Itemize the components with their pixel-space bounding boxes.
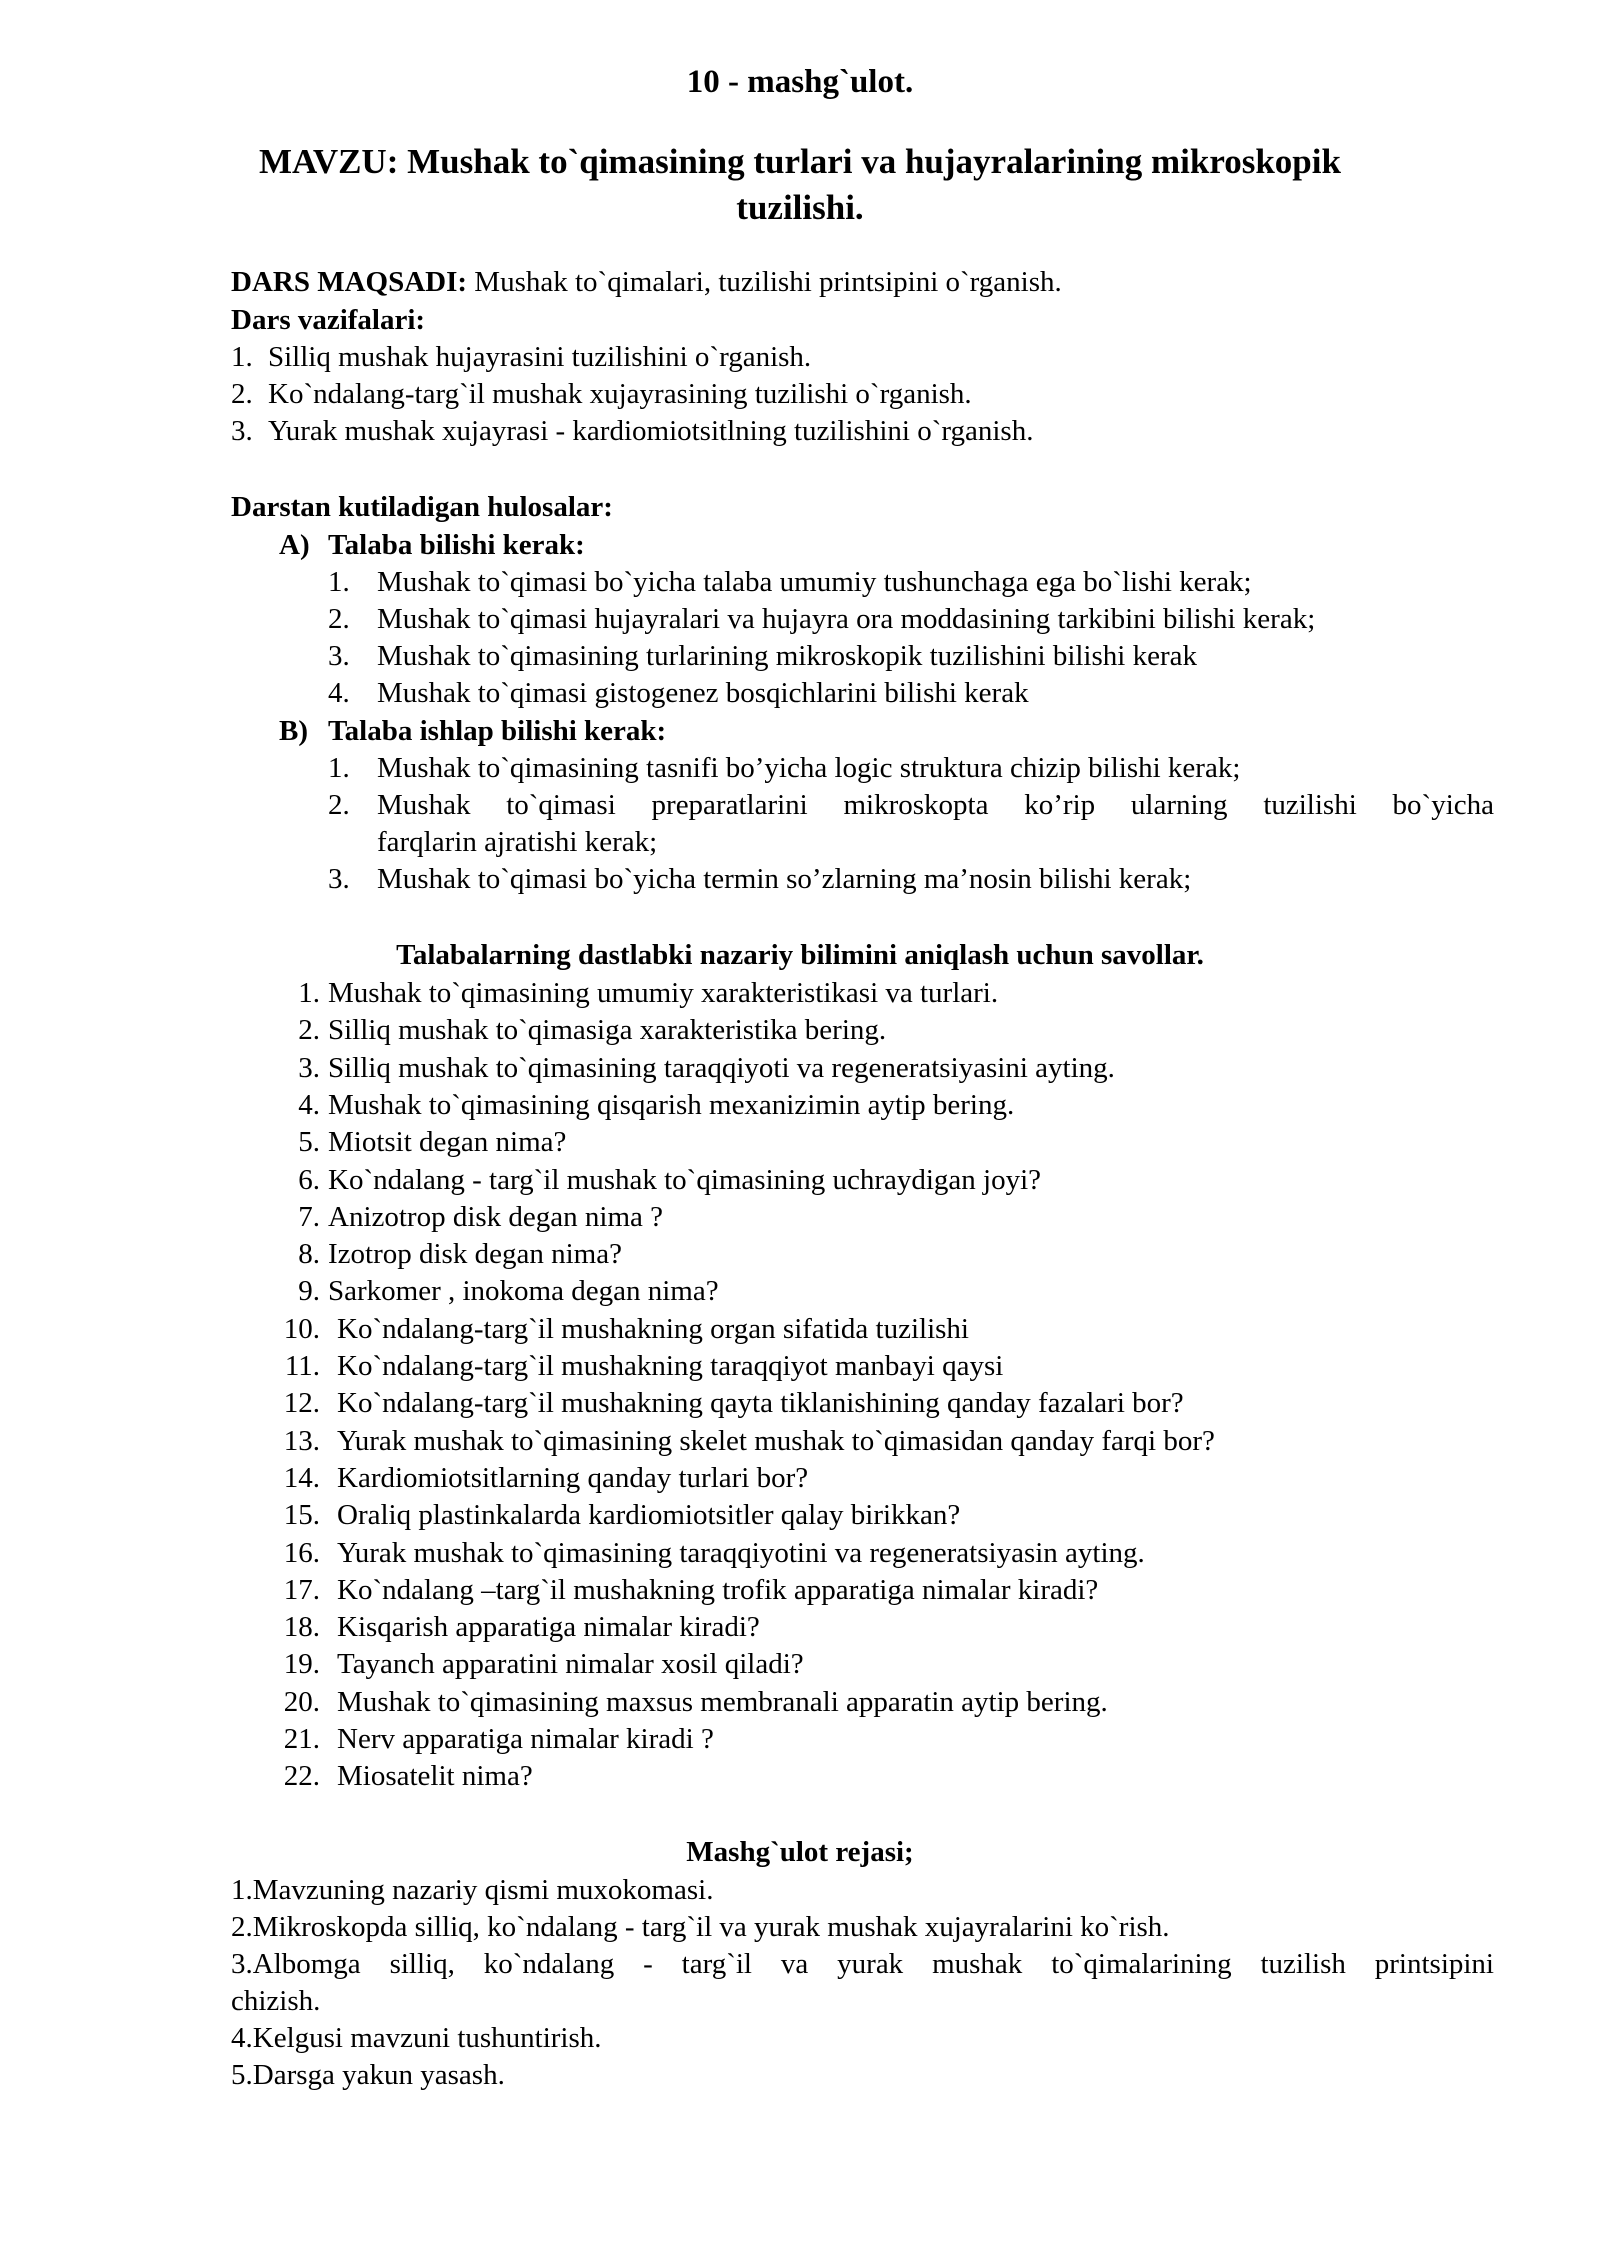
section-a-marker: A) <box>279 529 310 561</box>
outcome-a-text: Mushak to`qimasi hujayralari va hujayra ora moddasining tarkibini bilishi kerak; <box>377 603 1316 635</box>
question-text: Miotsit degan nima? <box>328 1126 567 1158</box>
word: ko’rip <box>1024 789 1096 821</box>
task-text: Silliq mushak hujayrasini tuzilishini o`rganish. <box>268 341 812 373</box>
question-text: Anizotrop disk degan nima ? <box>328 1201 664 1233</box>
plan-item: 2.Mikroskopda silliq, ko`ndalang - targ`il va yurak mushak xujayralarini ko`rish. <box>231 1911 1170 1943</box>
word: - <box>643 1948 653 1980</box>
plan-item-3-line2: chizish. <box>231 1985 321 2017</box>
outcome-b-text: Mushak to`qimasi bo`yicha termin so’zlarning ma’nosin bilishi kerak; <box>377 863 1192 895</box>
question-text: Silliq mushak to`qimasiga xarakteristika bering. <box>328 1014 887 1046</box>
outcome-a-text: Mushak to`qimasi bo`yicha talaba umumiy tushunchaga ega bo`lishi kerak; <box>377 566 1252 598</box>
question-text: Izotrop disk degan nima? <box>328 1238 622 1270</box>
question-text: Ko`ndalang-targ`il mushakning taraqqiyot manbayi qaysi <box>337 1350 1004 1382</box>
word: mikroskopta <box>843 789 989 821</box>
question-text: Ko`ndalang-targ`il mushakning qayta tiklanishining qanday fazalari bor? <box>337 1387 1184 1419</box>
word: bo`yicha <box>1392 789 1494 821</box>
question-text: Miosatelit nima? <box>337 1760 533 1792</box>
question-text: Tayanch apparatini nimalar xosil qiladi? <box>337 1648 804 1680</box>
question-number: 4. <box>298 1089 320 1121</box>
plan-item: 4.Kelgusi mavzuni tushuntirish. <box>231 2022 602 2054</box>
question-text: Yurak mushak to`qimasining taraqqiyotini va regeneratsiyasin ayting. <box>337 1537 1145 1569</box>
question-number: 7. <box>298 1201 320 1233</box>
section-b-marker: B) <box>279 715 308 747</box>
tasks-heading: Dars vazifalari: <box>231 304 426 336</box>
outcomes-heading: Darstan kutiladigan hulosalar: <box>231 491 613 523</box>
question-text: Nerv apparatiga nimalar kiradi ? <box>337 1723 714 1755</box>
lesson-goal-label: DARS MAQSADI: <box>231 266 468 298</box>
question-number: 3. <box>298 1052 320 1084</box>
question-number: 18. <box>283 1611 320 1643</box>
task-number: 2. <box>231 378 253 410</box>
word: ularning <box>1130 789 1228 821</box>
question-text: Oraliq plastinkalarda kardiomiotsitler qalay birikkan? <box>337 1499 961 1531</box>
outcome-b-text-line1 <box>377 787 1494 824</box>
question-number: 9. <box>298 1275 320 1307</box>
task-number: 1. <box>231 341 253 373</box>
outcome-b-number: 1. <box>328 752 350 784</box>
question-text: Yurak mushak to`qimasining skelet mushak to`qimasidan qanday farqi bor? <box>337 1425 1215 1457</box>
question-text: Mushak to`qimasining maxsus membranali apparatin aytip bering. <box>337 1686 1108 1718</box>
question-number: 21. <box>283 1723 320 1755</box>
question-number: 16. <box>283 1537 320 1569</box>
outcome-a-text: Mushak to`qimasi gistogenez bosqichlarini bilishi kerak <box>377 677 1029 709</box>
plan-item-3-line1 <box>231 1946 1494 1983</box>
question-text: Kisqarish apparatiga nimalar kiradi? <box>337 1611 760 1643</box>
question-number: 13. <box>283 1425 320 1457</box>
section-a-title: Talaba bilishi kerak: <box>328 529 585 561</box>
question-number: 15. <box>283 1499 320 1531</box>
question-number: 19. <box>283 1648 320 1680</box>
question-number: 20. <box>283 1686 320 1718</box>
question-number: 12. <box>283 1387 320 1419</box>
outcome-b-number: 2. <box>328 789 350 821</box>
word: silliq, <box>389 1948 455 1980</box>
topic-title-line2: tuzilishi. <box>736 188 864 227</box>
question-number: 2. <box>298 1014 320 1046</box>
word: mushak <box>932 1948 1023 1980</box>
word: preparatlarini <box>651 789 808 821</box>
word: 3.Albomga <box>231 1948 361 1980</box>
plan-item: 1.Mavzuning nazariy qismi muxokomasi. <box>231 1874 714 1906</box>
outcome-a-number: 3. <box>328 640 350 672</box>
question-number: 11. <box>284 1350 320 1382</box>
word: printsipini <box>1374 1948 1494 1980</box>
plan-item: 5.Darsga yakun yasash. <box>231 2059 505 2091</box>
outcome-a-text: Mushak to`qimasining turlarining mikroskopik tuzilishini bilishi kerak <box>377 640 1197 672</box>
topic-title-line1: MAVZU: Mushak to`qimasining turlari va hujayralarining mikroskopik <box>259 142 1341 181</box>
question-number: 5. <box>298 1126 320 1158</box>
question-text: Sarkomer , inokoma degan nima? <box>328 1275 719 1307</box>
task-number: 3. <box>231 415 253 447</box>
question-text: Mushak to`qimasining qisqarish mexanizimin aytip bering. <box>328 1089 1015 1121</box>
question-text: Kardiomiotsitlarning qanday turlari bor? <box>337 1462 809 1494</box>
section-b-title: Talaba ishlap bilishi kerak: <box>328 715 667 747</box>
word: targ`il <box>681 1948 752 1980</box>
word: tuzilishi <box>1263 789 1357 821</box>
question-text: Ko`ndalang –targ`il mushakning trofik apparatiga nimalar kiradi? <box>337 1574 1099 1606</box>
word: to`qimalarining <box>1051 1948 1232 1980</box>
lesson-number: 10 - mashg`ulot. <box>686 64 914 100</box>
lesson-goal-text: Mushak to`qimalari, tuzilishi printsipini o`rganish. <box>467 266 1062 298</box>
question-number: 17. <box>283 1574 320 1606</box>
question-number: 6. <box>298 1164 320 1196</box>
outcome-a-number: 2. <box>328 603 350 635</box>
word: tuzilish <box>1260 1948 1346 1980</box>
outcome-a-number: 1. <box>328 566 350 598</box>
outcome-b-text: Mushak to`qimasining tasnifi bo’yicha logic struktura chizip bilishi kerak; <box>377 752 1241 784</box>
word: va <box>780 1948 809 1980</box>
lesson-goal <box>231 264 1062 301</box>
question-number: 14. <box>283 1462 320 1494</box>
question-number: 8. <box>298 1238 320 1270</box>
outcome-b-number: 3. <box>328 863 350 895</box>
word: to`qimasi <box>506 789 616 821</box>
question-text: Silliq mushak to`qimasining taraqqiyoti va regeneratsiyasini ayting. <box>328 1052 1115 1084</box>
question-number: 1. <box>298 977 320 1009</box>
question-number: 10. <box>283 1313 320 1345</box>
task-text: Ko`ndalang-targ`il mushak xujayrasining tuzilishi o`rganish. <box>268 378 972 410</box>
outcome-b-text-line2: farqlarin ajratishi kerak; <box>377 826 658 858</box>
question-text: Ko`ndalang-targ`il mushakning organ sifatida tuzilishi <box>337 1313 969 1345</box>
word: Mushak <box>377 789 471 821</box>
plan-heading: Mashg`ulot rejasi; <box>686 1836 914 1868</box>
task-text: Yurak mushak xujayrasi - kardiomiotsitlning tuzilishini o`rganish. <box>268 415 1034 447</box>
question-text: Mushak to`qimasining umumiy xarakteristikasi va turlari. <box>328 977 999 1009</box>
word: ko`ndalang <box>483 1948 615 1980</box>
question-text: Ko`ndalang - targ`il mushak to`qimasining uchraydigan joyi? <box>328 1164 1042 1196</box>
word: yurak <box>837 1948 904 1980</box>
question-number: 22. <box>283 1760 320 1792</box>
questions-heading: Talabalarning dastlabki nazariy bilimini aniqlash uchun savollar. <box>396 939 1204 971</box>
outcome-a-number: 4. <box>328 677 350 709</box>
